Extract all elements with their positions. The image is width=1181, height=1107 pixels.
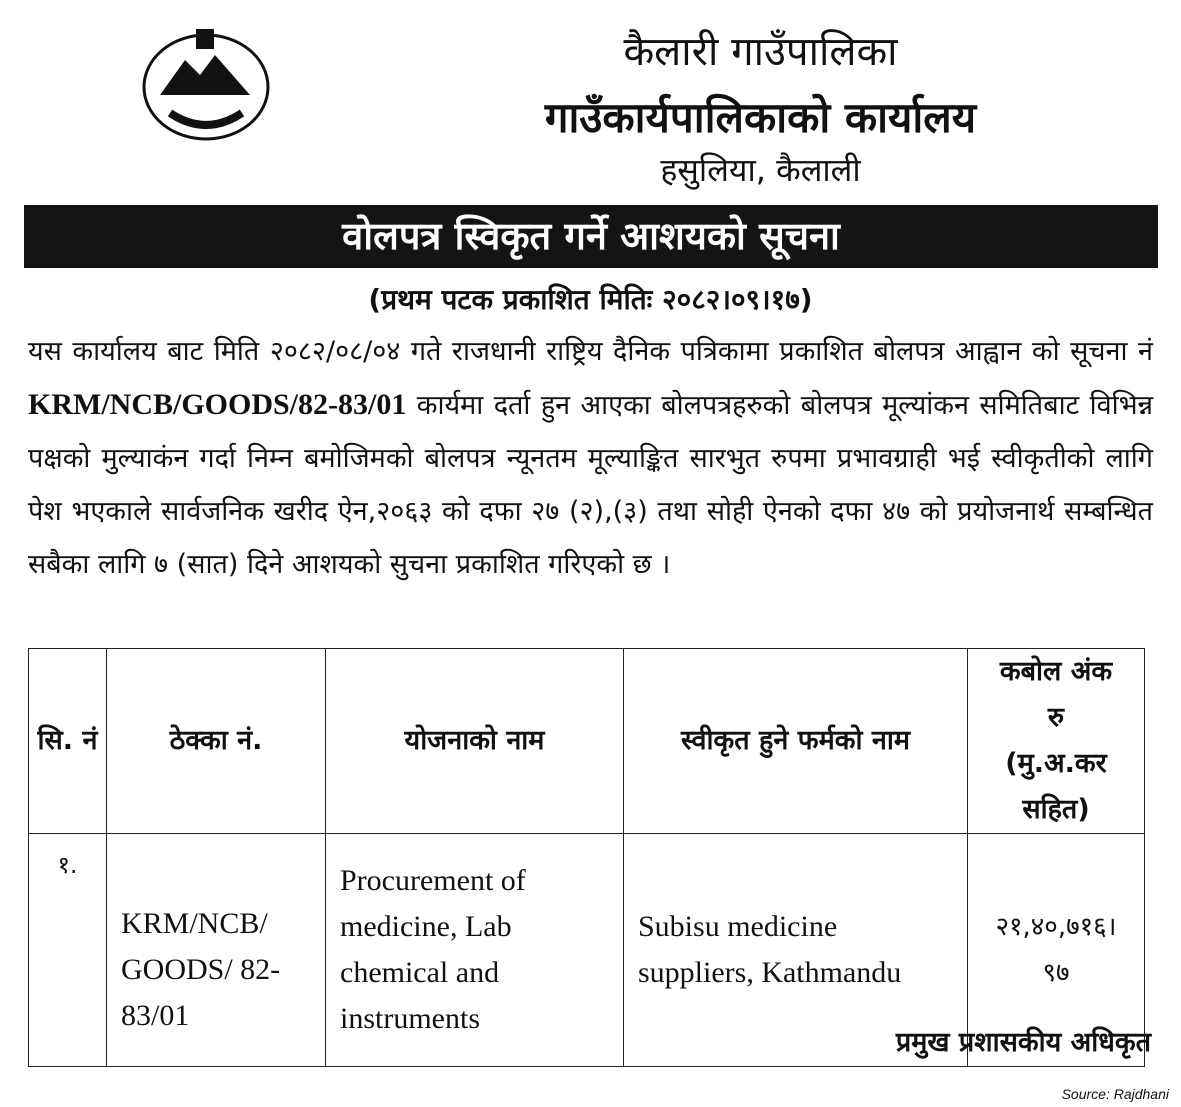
- col-firm-name: स्वीकृत हुने फर्मको नाम: [624, 649, 968, 834]
- cell-contract-no: KRM/NCB/ GOODS/ 82-83/01: [107, 834, 326, 1067]
- bid-reference: KRM/NCB/GOODS/82-83/01: [28, 388, 407, 421]
- cell-firm-name: Subisu medicine suppliers, Kathmandu: [624, 834, 968, 1067]
- award-table: [28, 648, 1145, 1067]
- cell-bid-amount: २१,४०,७१६।९७: [968, 834, 1145, 1067]
- municipality-name: कैलारी गाउँपालिका: [623, 29, 898, 75]
- office-name: गाउँकार्यपालिकाको कार्यालय: [544, 93, 977, 142]
- col-contract-no: ठेक्का नं.: [107, 649, 326, 834]
- body-text-2: कार्यमा दर्ता हुन आएका बोलपत्रहरुको बोलपत्र मूल्यांकन समितिबाट विभिन्न पक्षको मुल्याकंन गर्दा निम्न बमोजिमको बोलपत्र न्यूनतम मूल्याङ्कित सारभुत रुपमा प्रभावग्राही भई स्वीकृतीको लागि पेश भएकाले सार्वजनिक खरीद ऐन,२०६३ को दफा २७ (२),(३) तथा सोही ऐनको दफा ४७ को प्रयोजनार्थ सम्बन्धित सबैका लागि ७ (सात) दिने आशयको सुचना प्रकाशित गरिएको छ ।: [28, 390, 1153, 580]
- body-text-1: यस कार्यालय बाट मिति २०८२/०८/०४ गते राजधानी राष्ट्रिय दैनिक पत्रिकामा प्रकाशित बोलपत्र आह्वान को सूचना नं: [28, 336, 1153, 367]
- col-project-name: योजनाको नाम: [326, 649, 624, 834]
- source-label: Source: Rajdhani: [1061, 1086, 1169, 1102]
- col-sn: सि. नं: [29, 649, 107, 834]
- cell-sn: १.: [29, 834, 107, 1067]
- notice-title: वोलपत्र स्विकृत गर्ने आशयको सूचना: [24, 205, 1158, 268]
- col-bid-amount: कबोल अंक रु (मु.अ.कर सहित): [968, 649, 1145, 834]
- notice-body: [28, 325, 1153, 591]
- office-address: हसुलिया, कैलाली: [660, 151, 861, 189]
- table-header-row: [29, 649, 1145, 834]
- signature-title: प्रमुख प्रशासकीय अधिकृत: [895, 1027, 1151, 1058]
- publish-date: (प्रथम पटक प्रकाशित मितिः २०८२।०९।१७): [368, 283, 813, 316]
- cell-project-name: Procurement of medicine, Lab chemical and instruments: [326, 834, 624, 1067]
